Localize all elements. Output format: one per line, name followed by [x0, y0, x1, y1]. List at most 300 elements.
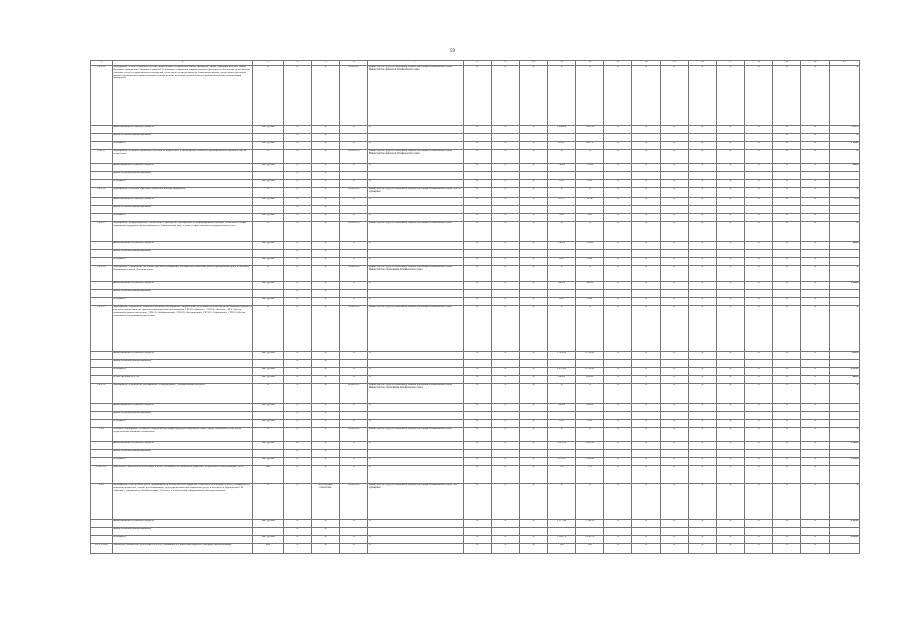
table-cell: X	[801, 427, 829, 441]
table-cell: X	[283, 427, 311, 441]
table-cell: X	[745, 519, 773, 527]
table-cell: X	[519, 483, 547, 519]
table-cell: X	[576, 305, 604, 351]
table-cell	[801, 289, 829, 297]
table-cell: X	[801, 465, 829, 483]
table-cell: тыс. рублей	[253, 297, 283, 305]
row-code: 1.4.1.16	[91, 383, 113, 403]
table-cell: X	[604, 125, 632, 133]
table-cell: X	[283, 403, 311, 411]
table-cell: X	[519, 221, 547, 241]
row-description: прочие источники финансирования	[112, 171, 253, 179]
row-description: прочие источники финансирования	[112, 249, 253, 257]
table-cell: X	[773, 125, 801, 133]
row-total	[829, 543, 859, 553]
table-cell: X	[688, 441, 716, 449]
table-cell: X	[548, 149, 576, 163]
table-cell: тыс. рублей	[253, 257, 283, 265]
table-cell: X	[660, 367, 688, 375]
table-cell: X	[283, 535, 311, 543]
header-cell: 10	[519, 61, 547, 66]
table-cell: 1 356,50	[576, 519, 604, 527]
table-cell: X	[773, 133, 801, 141]
row-code	[91, 281, 113, 289]
table-cell: X	[463, 187, 491, 197]
row-description: из бюджета	[112, 297, 253, 305]
table-cell: X	[283, 305, 311, 351]
table-cell: X	[311, 65, 339, 125]
row-code	[91, 197, 113, 205]
table-row	[91, 213, 860, 221]
table-cell: X	[632, 483, 660, 519]
table-cell: X	[253, 483, 283, 519]
table-cell	[688, 133, 716, 141]
table-cell: X	[688, 457, 716, 465]
table-cell: X	[311, 125, 339, 133]
row-total: X	[829, 149, 859, 163]
table-cell: X	[801, 457, 829, 465]
table-cell: тыс. рублей	[253, 441, 283, 449]
row-code	[91, 133, 113, 141]
table-cell	[548, 171, 576, 179]
table-cell	[632, 449, 660, 457]
table-cell: X	[773, 465, 801, 483]
table-cell: X	[519, 351, 547, 359]
row-code	[91, 519, 113, 527]
table-cell: X	[253, 221, 283, 241]
table-cell	[519, 133, 547, 141]
table-row	[91, 65, 860, 125]
table-cell: X	[745, 125, 773, 133]
table-cell: 750,00	[576, 163, 604, 171]
table-cell: X	[716, 457, 744, 465]
table-cell: X	[519, 543, 547, 553]
table-cell: X	[716, 221, 744, 241]
table-cell: 0,00	[576, 213, 604, 221]
table-cell: X	[283, 149, 311, 163]
table-cell	[660, 249, 688, 257]
table-row	[91, 403, 860, 411]
table-cell	[519, 411, 547, 419]
row-total	[829, 289, 859, 297]
row-total: X	[829, 221, 859, 241]
table-cell: X	[519, 281, 547, 289]
table-cell: X	[604, 543, 632, 553]
table-cell: 2014-2015	[340, 187, 368, 197]
table-cell	[576, 289, 604, 297]
table-cell	[632, 411, 660, 419]
table-cell	[632, 359, 660, 367]
table-cell	[519, 359, 547, 367]
table-cell: X	[283, 163, 311, 171]
table-cell	[340, 133, 368, 141]
row-total: 3 232,5	[829, 457, 859, 465]
table-cell	[660, 527, 688, 535]
table-cell	[253, 527, 283, 535]
table-cell: X	[745, 141, 773, 149]
table-cell: X	[632, 367, 660, 375]
table-cell: 260,00	[576, 375, 604, 383]
table-cell: 2 470,00	[548, 367, 576, 375]
table-cell: X	[576, 149, 604, 163]
row-total: 7 022,0	[829, 351, 859, 359]
table-cell: X	[311, 289, 339, 297]
table-row	[91, 449, 860, 457]
table-cell: 0,00	[548, 257, 576, 265]
table-cell: 2014-2017	[340, 65, 368, 125]
table-cell: 0,00	[548, 297, 576, 305]
table-cell: X	[340, 257, 368, 265]
table-cell: Министерство труда и социальной защиты населения Забайкальского края, ГБУСО «Доверие»	[368, 187, 463, 197]
header-cell: 3	[253, 61, 283, 66]
table-cell: Министерство труда и социальной защиты населения Забайкальского края	[368, 221, 463, 241]
table-cell: X	[311, 179, 339, 187]
table-cell: X	[745, 197, 773, 205]
table-cell: X	[716, 375, 744, 383]
table-cell: X	[604, 141, 632, 149]
table-cell	[801, 359, 829, 367]
row-description: финансирование из краевого бюджета	[112, 125, 253, 133]
table-cell: X	[688, 179, 716, 187]
table-cell: X	[745, 221, 773, 241]
table-cell: X	[716, 179, 744, 187]
table-cell: X	[463, 257, 491, 265]
table-cell: X	[801, 187, 829, 197]
table-cell: X	[660, 427, 688, 441]
table-cell	[253, 133, 283, 141]
table-cell: X	[283, 205, 311, 213]
table-cell: X	[688, 535, 716, 543]
row-total: 1 000,0	[829, 281, 859, 289]
table-cell: X	[491, 281, 519, 289]
table-cell: X	[311, 197, 339, 205]
table-cell	[491, 171, 519, 179]
table-cell: X	[688, 367, 716, 375]
table-cell: X	[801, 179, 829, 187]
table-cell: X	[773, 241, 801, 249]
table-cell: X	[801, 419, 829, 427]
row-total: 3 900,1	[829, 441, 859, 449]
table-cell: X	[716, 419, 744, 427]
table-cell	[604, 133, 632, 141]
table-cell: 2 312,00	[576, 351, 604, 359]
table-cell: X	[491, 265, 519, 281]
row-description: Основное мероприятие «Развитие и модернизация инфраструктуры социальных служб, сферы социальных услуг детям, осуществление активного обновления»	[112, 427, 253, 441]
table-cell: X	[463, 163, 491, 171]
table-cell	[604, 289, 632, 297]
table-cell	[688, 205, 716, 213]
table-cell: 500,00	[548, 281, 576, 289]
table-cell	[688, 449, 716, 457]
row-code	[91, 289, 113, 297]
row-description: Мероприятие «Информационное обеспечение и проведение мероприятий по информированию граждан, в том числе о мерах социальной поддержки, предоставляемых в Забайкальском крае, а также в сфере оказания государственных услуг»	[112, 221, 253, 241]
table-cell: X	[519, 163, 547, 171]
table-cell: X	[660, 197, 688, 205]
table-cell: X	[716, 241, 744, 249]
row-description: из бюджета	[112, 457, 253, 465]
table-cell: X	[283, 249, 311, 257]
row-code	[91, 297, 113, 305]
table-cell	[604, 171, 632, 179]
table-cell: X	[463, 403, 491, 411]
table-cell: Министерство труда и социальной защиты населения Забайкальского края, Министерство финансов Забайкальского края	[368, 65, 463, 125]
table-cell	[773, 527, 801, 535]
row-code	[91, 441, 113, 449]
table-cell	[773, 205, 801, 213]
table-cell	[340, 289, 368, 297]
table-cell: X	[311, 351, 339, 359]
header-cell: 2	[112, 61, 253, 66]
table-cell: X	[340, 543, 368, 553]
table-cell	[604, 449, 632, 457]
table-cell: X	[491, 375, 519, 383]
table-cell	[463, 359, 491, 367]
table-cell: X	[801, 483, 829, 519]
table-cell: X	[716, 141, 744, 149]
table-cell: X	[660, 65, 688, 125]
table-cell: X	[773, 403, 801, 411]
table-cell: X	[519, 187, 547, 197]
table-cell	[688, 359, 716, 367]
table-cell: X	[604, 419, 632, 427]
header-cell: 23	[829, 61, 859, 66]
table-cell: X	[519, 465, 547, 483]
table-cell: X	[519, 257, 547, 265]
table-cell: X	[283, 125, 311, 133]
table-cell: X	[632, 351, 660, 359]
budget-table	[90, 60, 860, 554]
table-cell: X	[660, 163, 688, 171]
table-cell	[519, 449, 547, 457]
row-description: прочие источники финансирования	[112, 449, 253, 457]
header-cell: 14	[632, 61, 660, 66]
table-cell: X	[283, 411, 311, 419]
table-cell	[368, 249, 463, 257]
table-cell: X	[283, 179, 311, 187]
row-code	[91, 125, 113, 133]
table-cell: X	[688, 125, 716, 133]
row-total: X	[829, 265, 859, 281]
table-cell: X	[368, 213, 463, 221]
header-cell: 8	[463, 61, 491, 66]
table-cell: тыс. рублей	[253, 535, 283, 543]
table-cell	[688, 171, 716, 179]
table-cell: X	[368, 403, 463, 411]
table-cell: 2014-2015	[340, 483, 368, 519]
table-cell: X	[660, 519, 688, 527]
table-body	[91, 61, 860, 554]
table-row	[91, 457, 860, 465]
row-total	[829, 411, 859, 419]
table-cell: X	[604, 197, 632, 205]
table-row	[91, 289, 860, 297]
table-cell	[660, 289, 688, 297]
table-cell	[548, 289, 576, 297]
table-cell	[519, 205, 547, 213]
table-cell: 179	[576, 465, 604, 483]
table-cell	[463, 411, 491, 419]
table-cell	[801, 171, 829, 179]
header-cell: 19	[773, 61, 801, 66]
row-code	[91, 527, 113, 535]
table-cell: 2014-2015	[340, 149, 368, 163]
table-cell: 3 097,30	[576, 125, 604, 133]
table-row	[91, 305, 860, 351]
table-cell	[340, 171, 368, 179]
row-description: прочие источники финансирования	[112, 527, 253, 535]
table-cell: X	[519, 241, 547, 249]
row-total	[829, 465, 859, 483]
row-code: 1.4.3	[91, 483, 113, 519]
table-cell	[253, 249, 283, 257]
table-cell: X	[745, 149, 773, 163]
table-cell: X	[576, 265, 604, 281]
table-cell: X	[773, 367, 801, 375]
table-cell: X	[519, 149, 547, 163]
table-cell: 176	[548, 465, 576, 483]
table-cell	[632, 289, 660, 297]
table-cell: X	[801, 213, 829, 221]
table-cell: X	[463, 457, 491, 465]
table-cell: X	[660, 213, 688, 221]
table-cell: X	[463, 367, 491, 375]
table-cell: X	[801, 543, 829, 553]
table-cell: X	[688, 241, 716, 249]
table-row	[91, 205, 860, 213]
table-cell	[773, 359, 801, 367]
table-cell: X	[283, 359, 311, 367]
table-cell: X	[311, 149, 339, 163]
table-cell: X	[311, 187, 339, 197]
table-cell: X	[283, 449, 311, 457]
table-cell: X	[604, 519, 632, 527]
table-cell	[368, 133, 463, 141]
table-cell: X	[745, 419, 773, 427]
row-code	[91, 241, 113, 249]
table-cell: X	[491, 125, 519, 133]
table-cell	[463, 133, 491, 141]
row-description: из бюджета	[112, 535, 253, 543]
table-cell	[253, 411, 283, 419]
row-description: Показатель «Численность детей-сирот и детей, оставшихся без попечения родителей, устроенных в семьи граждан» (чел.)	[112, 465, 253, 483]
table-cell: X	[491, 519, 519, 527]
table-cell: X	[491, 141, 519, 149]
table-cell: X	[716, 519, 744, 527]
table-cell: чел.	[253, 465, 283, 483]
table-cell: X	[632, 125, 660, 133]
table-cell: 83,70	[548, 197, 576, 205]
table-cell: X	[632, 419, 660, 427]
row-description: из бюджета	[112, 213, 253, 221]
table-cell: тыс. рублей	[253, 281, 283, 289]
row-total	[829, 171, 859, 179]
table-cell	[745, 527, 773, 535]
table-cell: X	[283, 351, 311, 359]
table-cell	[632, 249, 660, 257]
table-row	[91, 297, 860, 305]
row-description: прочие источники финансирования	[112, 359, 253, 367]
table-cell: X	[716, 265, 744, 281]
table-cell	[253, 359, 283, 367]
table-cell	[519, 249, 547, 257]
table-cell: тыс. рублей	[253, 125, 283, 133]
table-cell: X	[340, 465, 368, 483]
table-cell: X	[311, 441, 339, 449]
table-cell: X	[745, 483, 773, 519]
table-row	[91, 281, 860, 289]
table-cell: X	[519, 375, 547, 383]
row-description: Мероприятие «Проведение социально-значимых мероприятий, направленных на повышение качества жизни пожилых граждан, в том числе предоставление грантов некоммерческим организациям, ГБУСО «Доверие», ГБУСО «Ветеран», КГУ «Центр социальной защиты населения», ГБУСО «Забайкальский», ГБУСО «Ингодинский», ГБУСО «Черновский», ГБУСО «Центр социального обслуживания населения»	[112, 305, 253, 351]
row-total: 1 118,6	[829, 141, 859, 149]
table-cell: X	[773, 213, 801, 221]
table-cell: X	[745, 465, 773, 483]
table-cell	[688, 289, 716, 297]
table-cell	[716, 249, 744, 257]
table-cell	[604, 411, 632, 419]
table-cell: X	[463, 383, 491, 403]
table-cell: X	[311, 419, 339, 427]
table-cell: X	[604, 65, 632, 125]
row-total: 600,0	[829, 375, 859, 383]
table-row	[91, 133, 860, 141]
table-cell: X	[773, 483, 801, 519]
table-row	[91, 125, 860, 133]
table-row	[91, 465, 860, 483]
table-cell: X	[368, 297, 463, 305]
table-cell: X	[773, 65, 801, 125]
row-total: 7 517,9	[829, 125, 859, 133]
table-cell: X	[716, 65, 744, 125]
table-cell: X	[604, 535, 632, 543]
table-cell: X	[463, 535, 491, 543]
table-cell: X	[660, 265, 688, 281]
row-description: прочие источники финансирования	[112, 133, 253, 141]
table-cell: тыс. рублей	[253, 519, 283, 527]
table-cell: X	[632, 543, 660, 553]
table-cell: X	[548, 65, 576, 125]
table-cell: X	[604, 281, 632, 289]
table-cell: X	[773, 179, 801, 187]
row-code	[91, 419, 113, 427]
table-cell: X	[688, 149, 716, 163]
table-cell	[340, 205, 368, 213]
table-cell	[368, 171, 463, 179]
table-cell	[368, 411, 463, 419]
table-row	[91, 383, 860, 403]
table-cell: X	[463, 125, 491, 133]
row-total: X	[829, 383, 859, 403]
table-cell: 2014-2015	[340, 221, 368, 241]
row-total: 400,0	[829, 163, 859, 171]
table-cell	[368, 289, 463, 297]
table-cell	[463, 289, 491, 297]
table-cell: X	[632, 213, 660, 221]
row-description: финансирование из краевого бюджета	[112, 197, 253, 205]
table-cell: 0,00	[548, 213, 576, 221]
row-total	[829, 179, 859, 187]
table-cell: X	[773, 419, 801, 427]
table-cell: X	[463, 297, 491, 305]
table-cell: X	[801, 149, 829, 163]
table-cell: X	[340, 457, 368, 465]
table-cell: X	[801, 441, 829, 449]
table-cell: X	[311, 367, 339, 375]
table-cell: X	[604, 187, 632, 197]
table-cell: X	[745, 403, 773, 411]
table-cell: X	[801, 403, 829, 411]
table-cell: тыс. рублей	[253, 197, 283, 205]
table-cell: X	[632, 163, 660, 171]
